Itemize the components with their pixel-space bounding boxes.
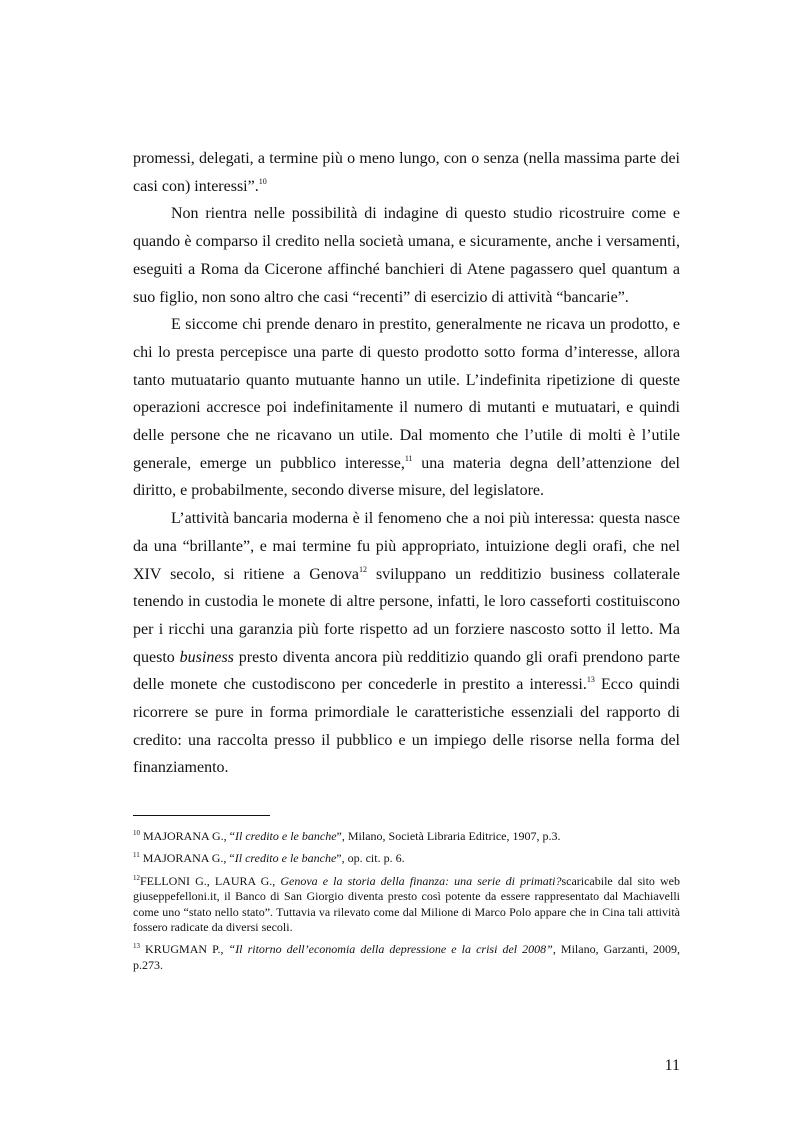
footnotes (133, 829, 680, 980)
footnote-text: MAJORANA G., “ (140, 829, 236, 843)
footnote-text: scaricabile dal sito web giuseppefelloni.it, il Banco di San Giorgio diventa presto così potente da essere rappresentato dal Machiavelli come uno “stato nello stato”. Tuttavia va rilevato come dal Milione di Marco Polo appare che in Cina tali attività fossero radicate da diversi secoli. (133, 873, 681, 935)
main-text (133, 145, 680, 782)
footnote-number: 13 (133, 942, 140, 951)
paragraph-text: una materia degna dell’attenzione del diritto, e probabilmente, secondo diverse misure, del legislatore. (133, 454, 680, 500)
footnote-title: Il credito e le banche (234, 851, 337, 866)
paragraph-text: Ecco quindi ricorrere se pure in forma primordiale le caratteristiche essenziali del rapporto di credito: una raccolta presso il pubblico e un impiego delle risorse nella forma del finanziamento. (133, 676, 680, 777)
footnote-number: 10 (133, 829, 140, 837)
footnote-number: 12 (133, 873, 140, 882)
footnote-text: MAJORANA G., “ (139, 851, 235, 866)
footnote-11 (133, 851, 680, 866)
paragraph-4 (133, 505, 680, 782)
paragraph-text: presto diventa ancora più redditizio quando gli orafi prendono parte delle monete che custodiscono per concederle in prestito a interessi. (133, 648, 680, 694)
footnote-text: FELLONI G., LAURA G., (140, 873, 281, 888)
paragraph-2 (133, 200, 680, 311)
footnote-ref-12[interactable]: 12 (359, 564, 368, 574)
paragraph-3 (133, 311, 680, 505)
footnote-13 (133, 942, 680, 973)
footnote-number: 11 (133, 851, 140, 860)
footnote-title: Il credito e le banche (235, 829, 337, 843)
paragraph-text: promessi, delegati, a termine più o meno lungo, con o senza (nella massima parte dei casi con) interessi”. (133, 150, 680, 195)
paragraph-text: L’attività bancaria moderna è il fenomeno che a noi più interessa: questa nasce da una “brillante”, e mai termine fu più appropriato, intuizione degli orafi, che nel XIV secolo, si ritiene a Genova (133, 510, 680, 583)
paragraph-text: Non rientra nelle possibilità di indagine di questo studio ricostruire come e quando è comparso il credito nella società umana, e sicuramente, anche i versamenti, eseguiti a Roma da Cicerone affinché banchieri di Atene pagassero quel quantum a suo figlio, non sono altro che casi “recenti” di esercizio di attività “bancarie”. (133, 205, 680, 306)
footnote-text: ”, op. cit. p. 6. (336, 851, 405, 866)
footnote-text: KRUGMAN P., (140, 942, 229, 957)
paragraph-text: E siccome chi prende denaro in prestito, generalmente ne ricava un prodotto, e chi lo presta percepisce una parte di questo prodotto sotto forma d’interesse, allora tanto mutuatario quanto mutuante hanno un utile. L’indefinita ripetizione di queste operazioni accresce poi indefinitamente il numero di mutanti e mutuatari, e quindi delle persone che ne ricavano un utile. Dal momento che l’utile di molti è l’utile generale, emerge un pubblico interesse, (133, 316, 680, 472)
page-number: 11 (664, 1057, 680, 1074)
footnote-title: Genova e la storia della finanza: una serie di primati? (280, 873, 562, 888)
footnote-ref-13[interactable]: 13 (586, 675, 595, 685)
footnote-text: , Milano, Garzanti, 2009, p.273. (133, 942, 680, 972)
footnote-ref-11[interactable]: 11 (404, 453, 413, 463)
paragraph-text: sviluppano un redditizio business collaterale tenendo in custodia le monete di altre persone, infatti, le loro casseforti costituiscono per i ricchi una garanzia più forte rispetto ad un forziere nascosto sotto il letto. Ma questo (133, 565, 681, 666)
paragraph-1 (133, 145, 680, 200)
footnote-10 (133, 829, 680, 844)
footnote-ref-10[interactable]: 10 (258, 176, 267, 186)
footnote-title: “Il ritorno dell’economia della depressione e la crisi del 2008” (228, 942, 553, 957)
footnote-12 (133, 874, 680, 936)
italic-term: business (179, 648, 234, 666)
footnote-separator (133, 815, 270, 816)
footnote-text: ”, Milano, Società Libraria Editrice, 1907, p.3. (336, 829, 561, 843)
